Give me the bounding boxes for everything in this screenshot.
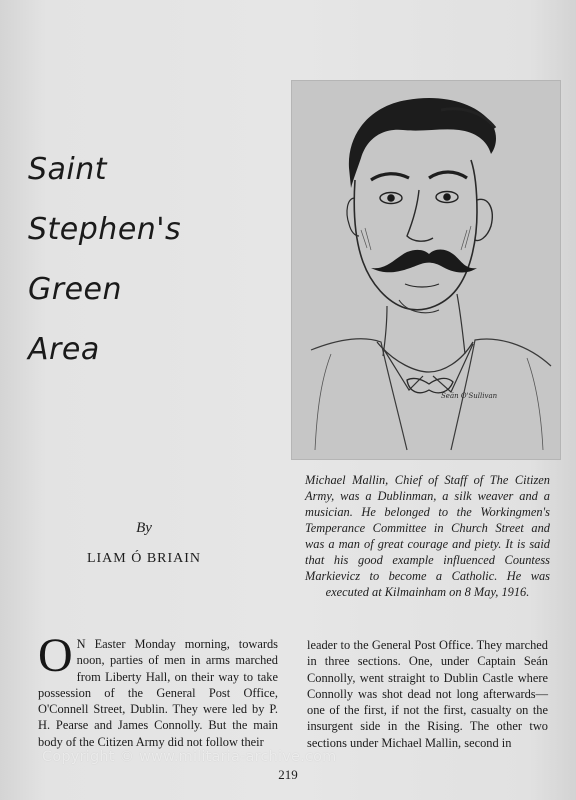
portrait-drawing [291, 80, 561, 460]
portrait-face [354, 160, 477, 310]
byline-prefix: By [136, 520, 152, 536]
portrait-sketch [291, 80, 561, 460]
article-title [28, 140, 268, 380]
portrait-caption: Michael Mallin, Chief of Staff of The Citizen Army, was a Dublinman, a silk weaver and a musician. He belonged to the Workingmen's Temperance Committee in Church Street and was a man of great courage and piety. It is said that his good example influenced Countess Markievicz to become a Catholic. He was executed at Kilmainham on 8 May, 1916. [305, 473, 550, 599]
page-number: 219 [278, 767, 298, 782]
artist-signature: Seán O'Sullivan [441, 392, 498, 400]
title-line-1: Saint [28, 152, 108, 187]
drop-cap: O [38, 629, 73, 682]
title-line-2: Stephen's [28, 212, 182, 247]
portrait-moustache [371, 250, 477, 273]
body-column-left [38, 629, 278, 750]
author-name: LIAM Ó BRIAIN [86, 551, 202, 566]
portrait-collar [377, 342, 473, 372]
body-column-right: leader to the General Post Office. They marched in three sections. One, under Captain Seán Connolly, went straight to Dublin Castle where Connolly was shot dead not long afterwards—one of the first, if not the first, casualty on the insurgent side in the Rising. The other two sections under Michael Mallin, second in [307, 638, 548, 750]
body-left-text: N Easter Monday morning, towards noon, parties of men in arms marched from Liberty Hall, on their way to take possession of the General Post Office, O'Connell Street, Dublin. They were led by P. H. Pearse and James Connolly. But the main body of the Citizen Army did not follow their [38, 637, 278, 749]
copyright-watermark: Copyright © www.militaria-archive.com [42, 749, 337, 765]
title-line-3: Green [28, 272, 123, 307]
title-line-4: Area [28, 332, 100, 367]
